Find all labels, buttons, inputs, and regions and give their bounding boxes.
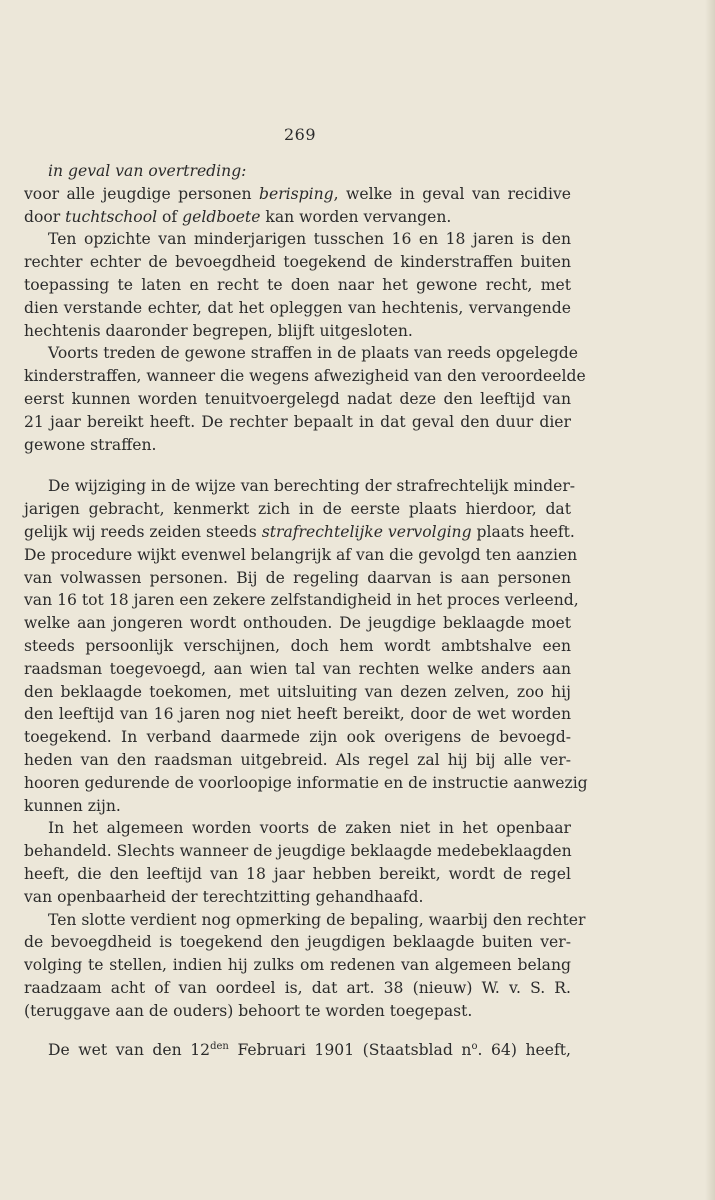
text-line: welke aan jongeren wordt onthouden. De jeugdige beklaagde moet [24,614,571,633]
text-line [24,183,571,206]
text-line: kunnen zijn. [24,796,121,815]
text-span: plaats heeft. [471,522,575,541]
text-line: raadzaam acht of van oordeel is, dat art. 38 (nieuw) W. v. S. R. [24,978,571,997]
text-line: raadsman toegevoegd, aan wien tal van rechten welke anders aan [24,659,571,678]
text-line: eerst kunnen worden tenuitvoergelegd nadat deze den leeftijd van [24,389,571,408]
text-line: Voorts treden de gewone straffen in de plaats van reeds opgelegde [48,344,579,363]
text-line: heden van den raadsman uitgebreid. Als regel zal hij bij alle ver- [24,750,571,769]
text-line: heeft, die den leeftijd van 18 jaar hebben bereikt, wordt de regel [24,864,571,883]
text-line: Ten slotte verdient nog opmerking de bepaling, waarbij den rechter [48,910,586,929]
text-line: hechtenis daaronder begrepen, blijft uitgesloten. [24,321,413,340]
paragraph-6 [24,909,586,1023]
italic-term: berisping [258,184,334,203]
text-line [24,1039,571,1062]
text-line: kinderstraffen, wanneer die wegens afwezigheid van den veroordeelde [24,367,586,386]
superscript: den [210,1041,229,1053]
text-line: (teruggave aan de ouders) behoort te worden toegepast. [24,1001,473,1020]
text-line: In het algemeen worden voorts de zaken niet in het openbaar [48,819,571,838]
text-span: Februari 1901 (Staatsblad n [228,1041,472,1060]
text-line: steeds persoonlijk verschijnen, doch hem wordt ambtshalve een [24,636,571,655]
text-line: gewone straffen. [24,435,157,454]
text-span: De wet van den 12 [48,1041,211,1060]
paragraph-gap [24,456,571,475]
page-edge-shadow [705,0,715,1200]
text-line: toepassing te laten en recht te doen naar het gewone recht, met [24,275,571,294]
paragraph-2 [24,228,571,342]
italic-phrase: strafrechtelijke vervolging [261,522,472,541]
text-span: kan worden vervangen. [260,207,452,226]
page-number: 269 [283,125,317,144]
text-line [24,160,571,183]
text-span: gelijk wij reeds zeiden steeds [24,522,262,541]
text-line: van volwassen personen. Bij de regeling daarvan is aan personen [24,568,571,587]
paragraph-7 [24,1039,571,1062]
text-line: dien verstande echter, dat het opleggen van hechtenis, vervangende [24,298,571,317]
text-line: den leeftijd van 16 jaren nog niet heeft bereikt, door de wet worden [24,705,571,724]
text-span: of [157,207,183,226]
paragraph-1 [24,160,571,228]
text-line: de bevoegdheid is toegekend den jeugdigen beklaagde buiten ver- [24,933,571,952]
paragraph-3 [24,342,586,456]
text-line: van 16 tot 18 jaren een zekere zelfstandigheid in het proces verleend, [24,591,579,610]
text-line: jarigen gebracht, kenmerkt zich in de eerste plaats hierdoor, dat [24,500,571,519]
text-line: volging te stellen, indien hij zulks om redenen van algemeen belang [24,956,571,975]
superscript: o [471,1041,478,1053]
paragraph-4 [24,475,588,817]
text-line: van openbaarheid der terechtzitting gehandhaafd. [24,887,424,906]
italic-term: tuchtschool [65,207,158,226]
text-span: , welke in geval van recidive [333,184,571,203]
text-line: De procedure wijkt evenwel belangrijk af van die gevolgd ten aanzien [24,545,578,564]
text-line: behandeld. Slechts wanneer de jeugdige beklaagde medebeklaagden [24,842,572,861]
text-line: rechter echter de bevoegdheid toegekend de kinderstraffen buiten [24,253,571,272]
text-span: voor alle jeugdige personen [24,184,259,203]
text-line: toegekend. In verband daarmede zijn ook overigens de bevoegd- [24,728,571,747]
text-span: . 64) heeft, [477,1041,571,1060]
italic-term: geldboete [182,207,261,226]
text-line: hooren gedurende de voorloopige informatie en de instructie aanwezig [24,773,588,792]
text-span: door [24,207,66,226]
paragraph-5 [24,817,571,908]
text-line [24,206,571,229]
text-line: Ten opzichte van minderjarigen tusschen 16 en 18 jaren is den [48,230,571,249]
paragraph-gap [24,1022,571,1039]
text-line [24,521,575,544]
body-text [24,160,588,1062]
text-line: den beklaagde toekomen, met uitsluiting van dezen zelven, zoo hij [24,682,571,701]
text-line: 21 jaar bereikt heeft. De rechter bepaalt in dat geval den duur dier [24,412,571,431]
italic-phrase: in geval van overtreding: [48,162,247,180]
text-line: De wijziging in de wijze van berechting der strafrechtelijk minder- [48,477,576,496]
